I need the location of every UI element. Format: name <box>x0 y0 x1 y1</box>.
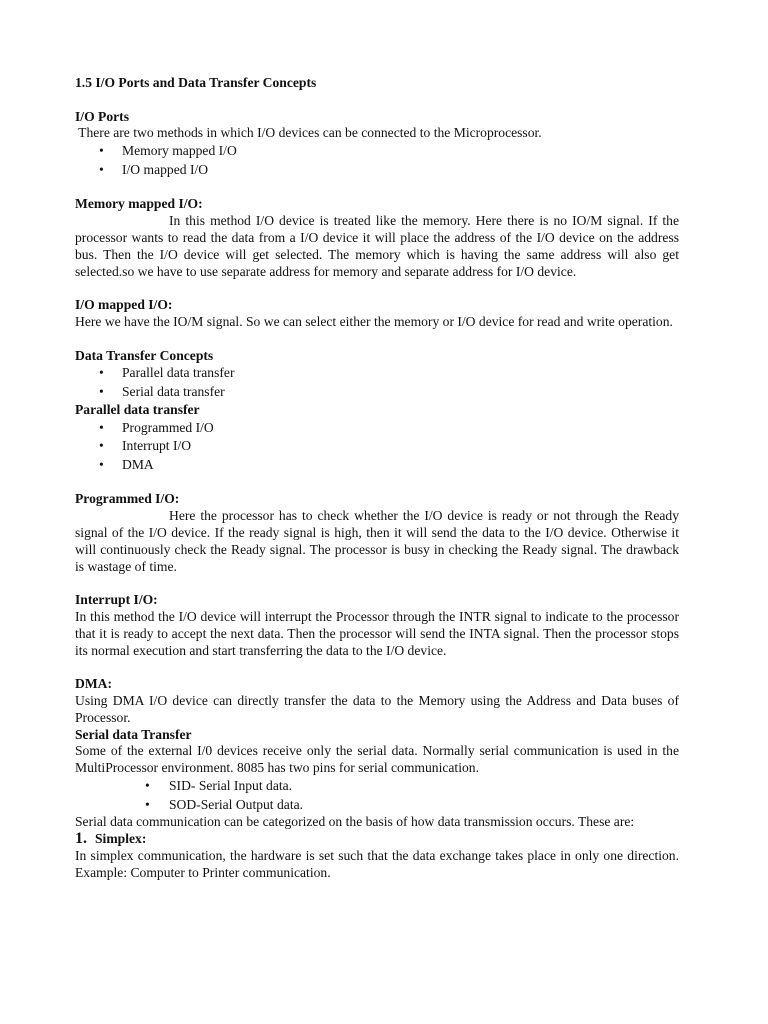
document-page <box>75 75 679 881</box>
bullet-icon: • <box>99 438 104 454</box>
bullet-icon: • <box>145 777 150 793</box>
bullet-icon: • <box>99 419 104 435</box>
bullet-icon: • <box>99 384 104 400</box>
list-item: • Serial data transfer <box>75 383 679 402</box>
bullet-icon: • <box>99 161 104 177</box>
serial-after-paragraph: Serial data communication can be categorized on the basis of how data transmission occurs. These are: <box>75 814 635 830</box>
simplex-paragraph: In simplex communication, the hardware is set such that the data exchange takes place in only one direction. Example: Computer to Printer communication. <box>75 847 679 880</box>
programmed-heading: Programmed I/O: <box>75 491 180 507</box>
memory-mapped-paragraph: In this method I/O device is treated like the memory. Here there is no IO/M signal. If the processor wants to read the data from a I/O device it will place the address of the I/O device on the address bus. Then the I/O device will get selected. The memory which is having the same address will also get selected.so we have to use separate address for memory and separate address for I/O device. <box>75 213 679 279</box>
data-transfer-list <box>75 364 679 401</box>
data-transfer-heading: Data Transfer Concepts <box>75 347 214 363</box>
interrupt-paragraph: In this method the I/O device will interrupt the Processor through the INTR signal to indicate to the processor that it is ready to accept the next data. Then the processor will send the INTA signal. Then the processor stops its normal execution and start transferring the data to the I/O device. <box>75 608 679 658</box>
serial-list <box>75 777 679 814</box>
io-ports-intro: There are two methods in which I/O devices can be connected to the Microprocessor. <box>75 125 542 141</box>
interrupt-heading: Interrupt I/O: <box>75 592 158 608</box>
io-ports-list <box>75 142 679 179</box>
io-mapped-heading: I/O mapped I/O: <box>75 297 173 313</box>
parallel-list <box>75 419 679 475</box>
dma-paragraph: Using DMA I/O device can directly transfer the data to the Memory using the Address and Data buses of Processor. <box>75 692 679 725</box>
list-item: • Interrupt I/O <box>75 437 679 456</box>
list-item: • I/O mapped I/O <box>75 161 679 180</box>
serial-heading: Serial data Transfer <box>75 726 192 742</box>
io-mapped-paragraph: Here we have the IO/M signal. So we can select either the memory or I/O device for read and write operation. <box>75 313 673 329</box>
memory-mapped-heading: Memory mapped I/O: <box>75 196 203 212</box>
bullet-icon: • <box>99 143 104 159</box>
list-item: • SOD-Serial Output data. <box>75 796 679 815</box>
io-ports-heading: I/O Ports <box>75 108 129 124</box>
section-title: 1.5 I/O Ports and Data Transfer Concepts <box>75 75 317 90</box>
list-item: • Programmed I/O <box>75 419 679 438</box>
serial-paragraph: Some of the external I/0 devices receive only the serial data. Normally serial communication is used in the MultiProcessor environment. 8085 has two pins for serial communication. <box>75 743 679 776</box>
list-item: • Parallel data transfer <box>75 364 679 383</box>
dma-heading: DMA: <box>75 676 112 692</box>
list-item: • SID- Serial Input data. <box>75 777 679 796</box>
list-item: • DMA <box>75 456 679 475</box>
programmed-paragraph: Here the processor has to check whether the I/O device is ready or not through the Ready signal of the I/O device. If the ready signal is high, then it will send the data to the I/O device. Otherwise it will continuously check the Ready signal. The processor is busy in checking the Ready signal. The drawback is wastage of time. <box>75 508 679 574</box>
list-number: 1. <box>75 830 87 848</box>
parallel-heading: Parallel data transfer <box>75 401 200 417</box>
bullet-icon: • <box>145 796 150 812</box>
bullet-icon: • <box>99 365 104 381</box>
simplex-heading: Simplex: <box>95 831 147 847</box>
simplex-heading-line <box>75 831 679 848</box>
bullet-icon: • <box>99 456 104 472</box>
list-item: • Memory mapped I/O <box>75 142 679 161</box>
